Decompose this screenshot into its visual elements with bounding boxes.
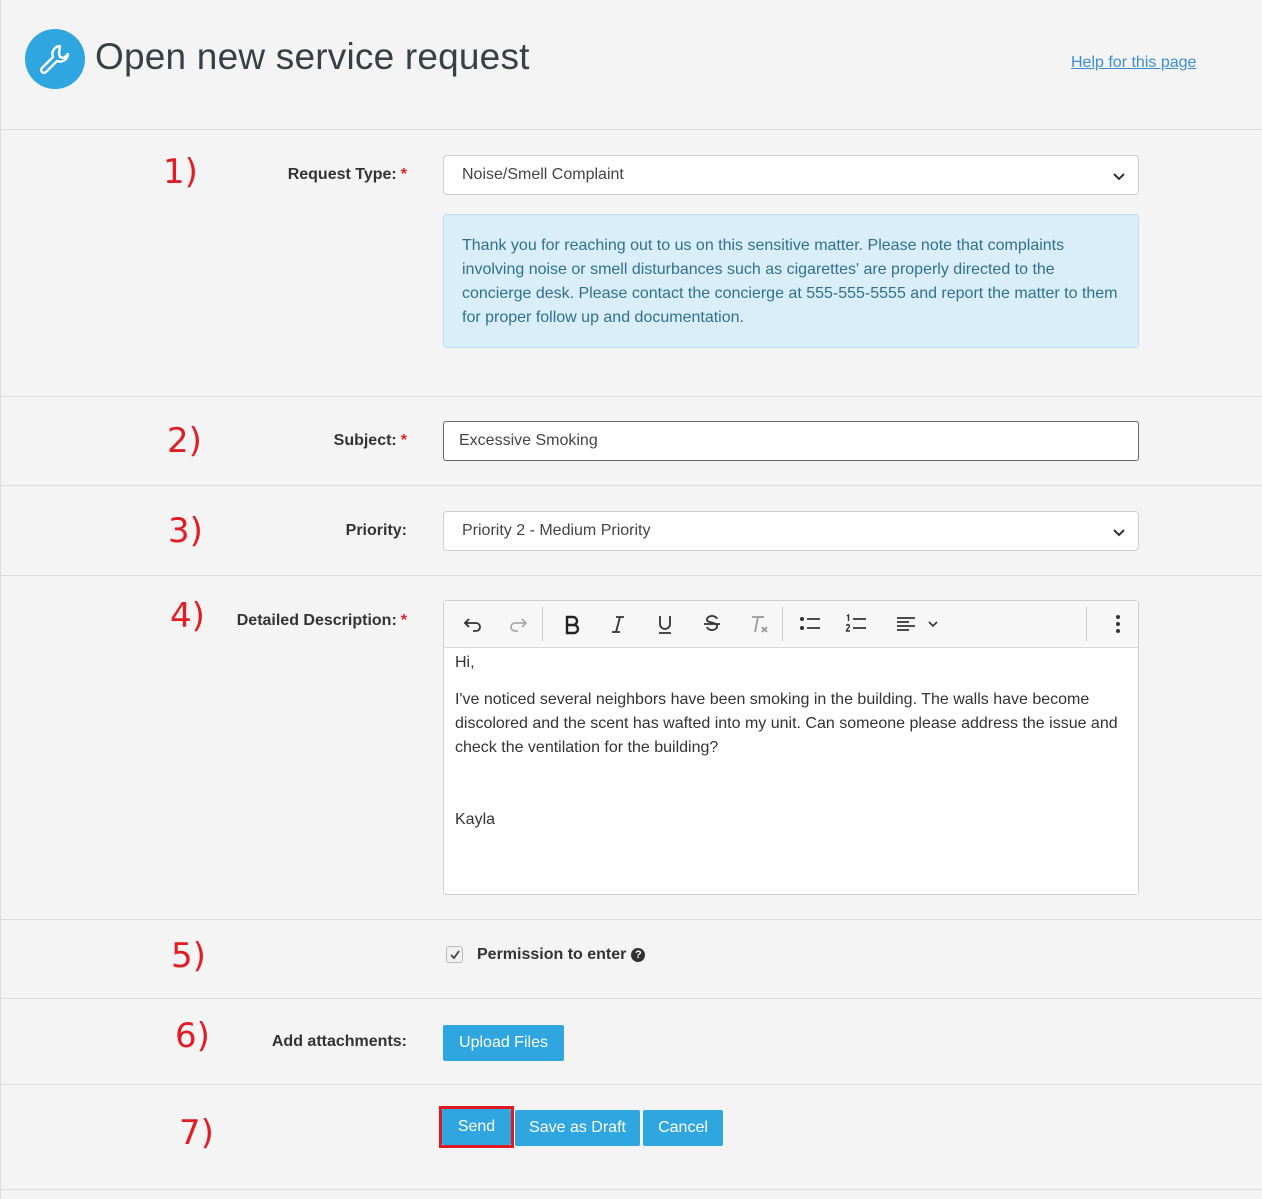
undo-icon[interactable] [461,612,485,636]
priority-select[interactable] [443,511,1139,551]
save-as-draft-button[interactable]: Save as Draft [515,1110,640,1146]
attachments-section [1,999,1262,1085]
upload-files-button[interactable]: Upload Files [443,1025,564,1061]
cancel-button[interactable]: Cancel [643,1110,723,1146]
numbered-list-icon[interactable] [844,612,868,636]
toolbar-divider [542,607,543,641]
step-number-5: 5) [171,936,206,976]
question-circle-icon[interactable]: ? [631,948,645,962]
step-number-7: 7) [179,1113,214,1153]
redo-icon[interactable] [506,612,530,636]
priority-value: Priority 2 - Medium Priority [462,522,651,539]
request-type-select[interactable] [443,155,1139,195]
attachments-label: Add attachments: [271,1033,407,1050]
bold-icon[interactable] [560,612,584,636]
step-number-4: 4) [170,596,205,636]
description-body: I've noticed several neighbors have been smoking in the building. The walls have become discolored and the scent has wafted into my unit. Can someone please address the issue and check the ventilation for the building? [455,691,1118,756]
description-label [237,612,407,630]
align-icon[interactable] [894,612,918,636]
step-number-6: 6) [175,1016,210,1056]
checkmark-icon [449,949,461,961]
required-mark: * [400,612,407,629]
toolbar-divider [1086,607,1087,641]
description-signature: Kayla [455,811,496,828]
editor-toolbar [444,601,1138,648]
step-number-2: 2) [167,421,202,461]
subject-label [334,432,407,450]
wrench-icon [25,29,85,89]
clear-formatting-icon[interactable] [747,612,771,636]
priority-label: Priority: [345,522,407,539]
page-header [1,0,1262,130]
chevron-down-icon [1112,525,1126,539]
request-type-label-text: Request Type: [287,166,397,183]
chevron-down-icon[interactable] [921,612,945,636]
editor-content[interactable] [455,654,1126,832]
page-title: Open new service request [95,36,530,77]
subject-value: Excessive Smoking [459,432,598,449]
step-number-3: 3) [168,511,203,551]
permission-label [477,946,645,964]
permission-checkbox[interactable] [446,946,463,963]
underline-icon[interactable] [653,612,677,636]
info-message: Thank you for reaching out to us on this sensitive matter. Please note that complaints involving noise or smell disturbances such as cigarettes' are properly directed to the concierge desk. Please contact the concierge at 555-555-5555 and report the matter to them for proper follow up and documentation. [443,214,1139,348]
description-greeting: Hi, [455,654,475,671]
step-number-1: 1) [163,152,198,192]
subject-label-text: Subject: [333,432,397,449]
send-highlight-box [439,1106,514,1148]
strikethrough-icon[interactable] [700,612,724,636]
permission-label-text: Permission to enter [477,946,627,963]
bullet-list-icon[interactable] [798,612,822,636]
request-type-value: Noise/Smell Complaint [462,166,624,183]
italic-icon[interactable] [606,612,630,636]
description-label-text: Detailed Description: [236,612,397,629]
chevron-down-icon [1112,169,1126,183]
more-options-icon[interactable] [1106,612,1130,636]
request-type-label [288,166,407,184]
required-mark: * [400,432,407,449]
required-mark: * [400,166,407,183]
toolbar-divider [782,607,783,641]
send-button[interactable]: Send [442,1109,511,1145]
description-editor [443,600,1139,895]
help-link[interactable]: Help for this page [1071,54,1197,71]
subject-input[interactable] [443,421,1139,461]
